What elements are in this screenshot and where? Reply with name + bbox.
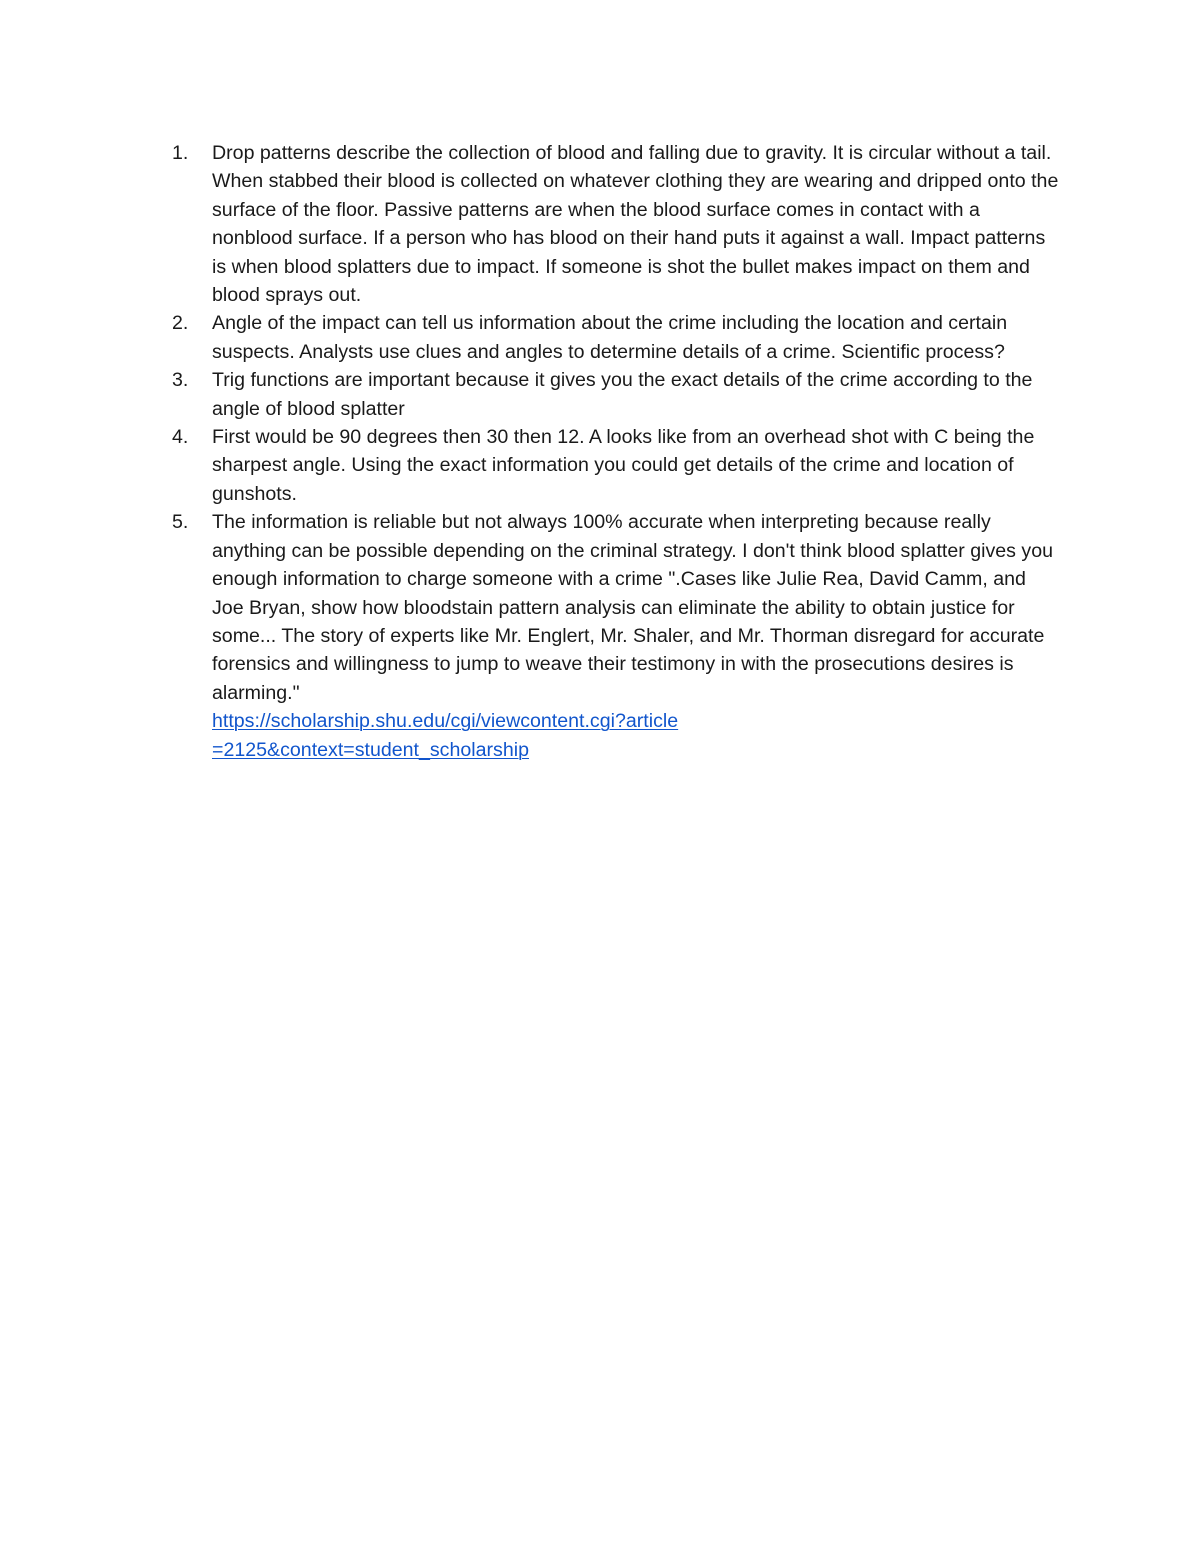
source-link[interactable]: https://scholarship.shu.edu/cgi/viewcontent.cgi?article=2125&context=student_scholarship <box>212 710 679 761</box>
list-item <box>172 366 1062 423</box>
list-item <box>172 508 1062 764</box>
item-text: First would be 90 degrees then 30 then 12. A looks like from an overhead shot with C being the sharpest angle. Using the exact information you could get details of the crime and location of gunshots. <box>212 426 1035 505</box>
item-number: 2. <box>172 312 189 335</box>
item-number: 5. <box>172 511 189 534</box>
item-number: 4. <box>172 426 189 449</box>
item-text: The information is reliable but not always 100% accurate when interpreting because really anything can be possible depending on the criminal strategy. I don't think blood splatter gives you enough information to charge someone with a crime ".Cases like Julie Rea, David Camm, and Joe Bryan, show how bloodstain pattern analysis can eliminate the ability to obtain justice for some... The story of experts like Mr. Englert, Mr. Shaler, and Mr. Thorman disregard for accurate forensics and willingness to jump to weave their testimony in with the prosecutions desires is alarming." <box>212 511 1053 704</box>
item-text: Angle of the impact can tell us information about the crime including the location and certain suspects. Analysts use clues and angles to determine details of a crime. Scientific process? <box>212 312 1008 363</box>
list-item <box>172 139 1062 309</box>
item-text: Trig functions are important because it gives you the exact details of the crime according to the angle of blood splatter <box>212 369 1033 420</box>
item-number: 3. <box>172 369 189 392</box>
item-number: 1. <box>172 142 189 164</box>
list-item <box>172 423 1062 508</box>
answer-list <box>172 139 1062 764</box>
list-item <box>172 309 1062 366</box>
item-text: Drop patterns describe the collection of blood and falling due to gravity. It is circular without a tail. When stabbed their blood is collected on whatever clothing they are wearing and dripped onto the surface of the floor. Passive patterns are when the blood surface comes in contact with a nonblood surface. If a person who has blood on their hand puts it against a wall. Impact patterns is when blood splatters due to impact. If someone is shot the bullet makes impact on them and blood sprays out. <box>212 142 1059 307</box>
